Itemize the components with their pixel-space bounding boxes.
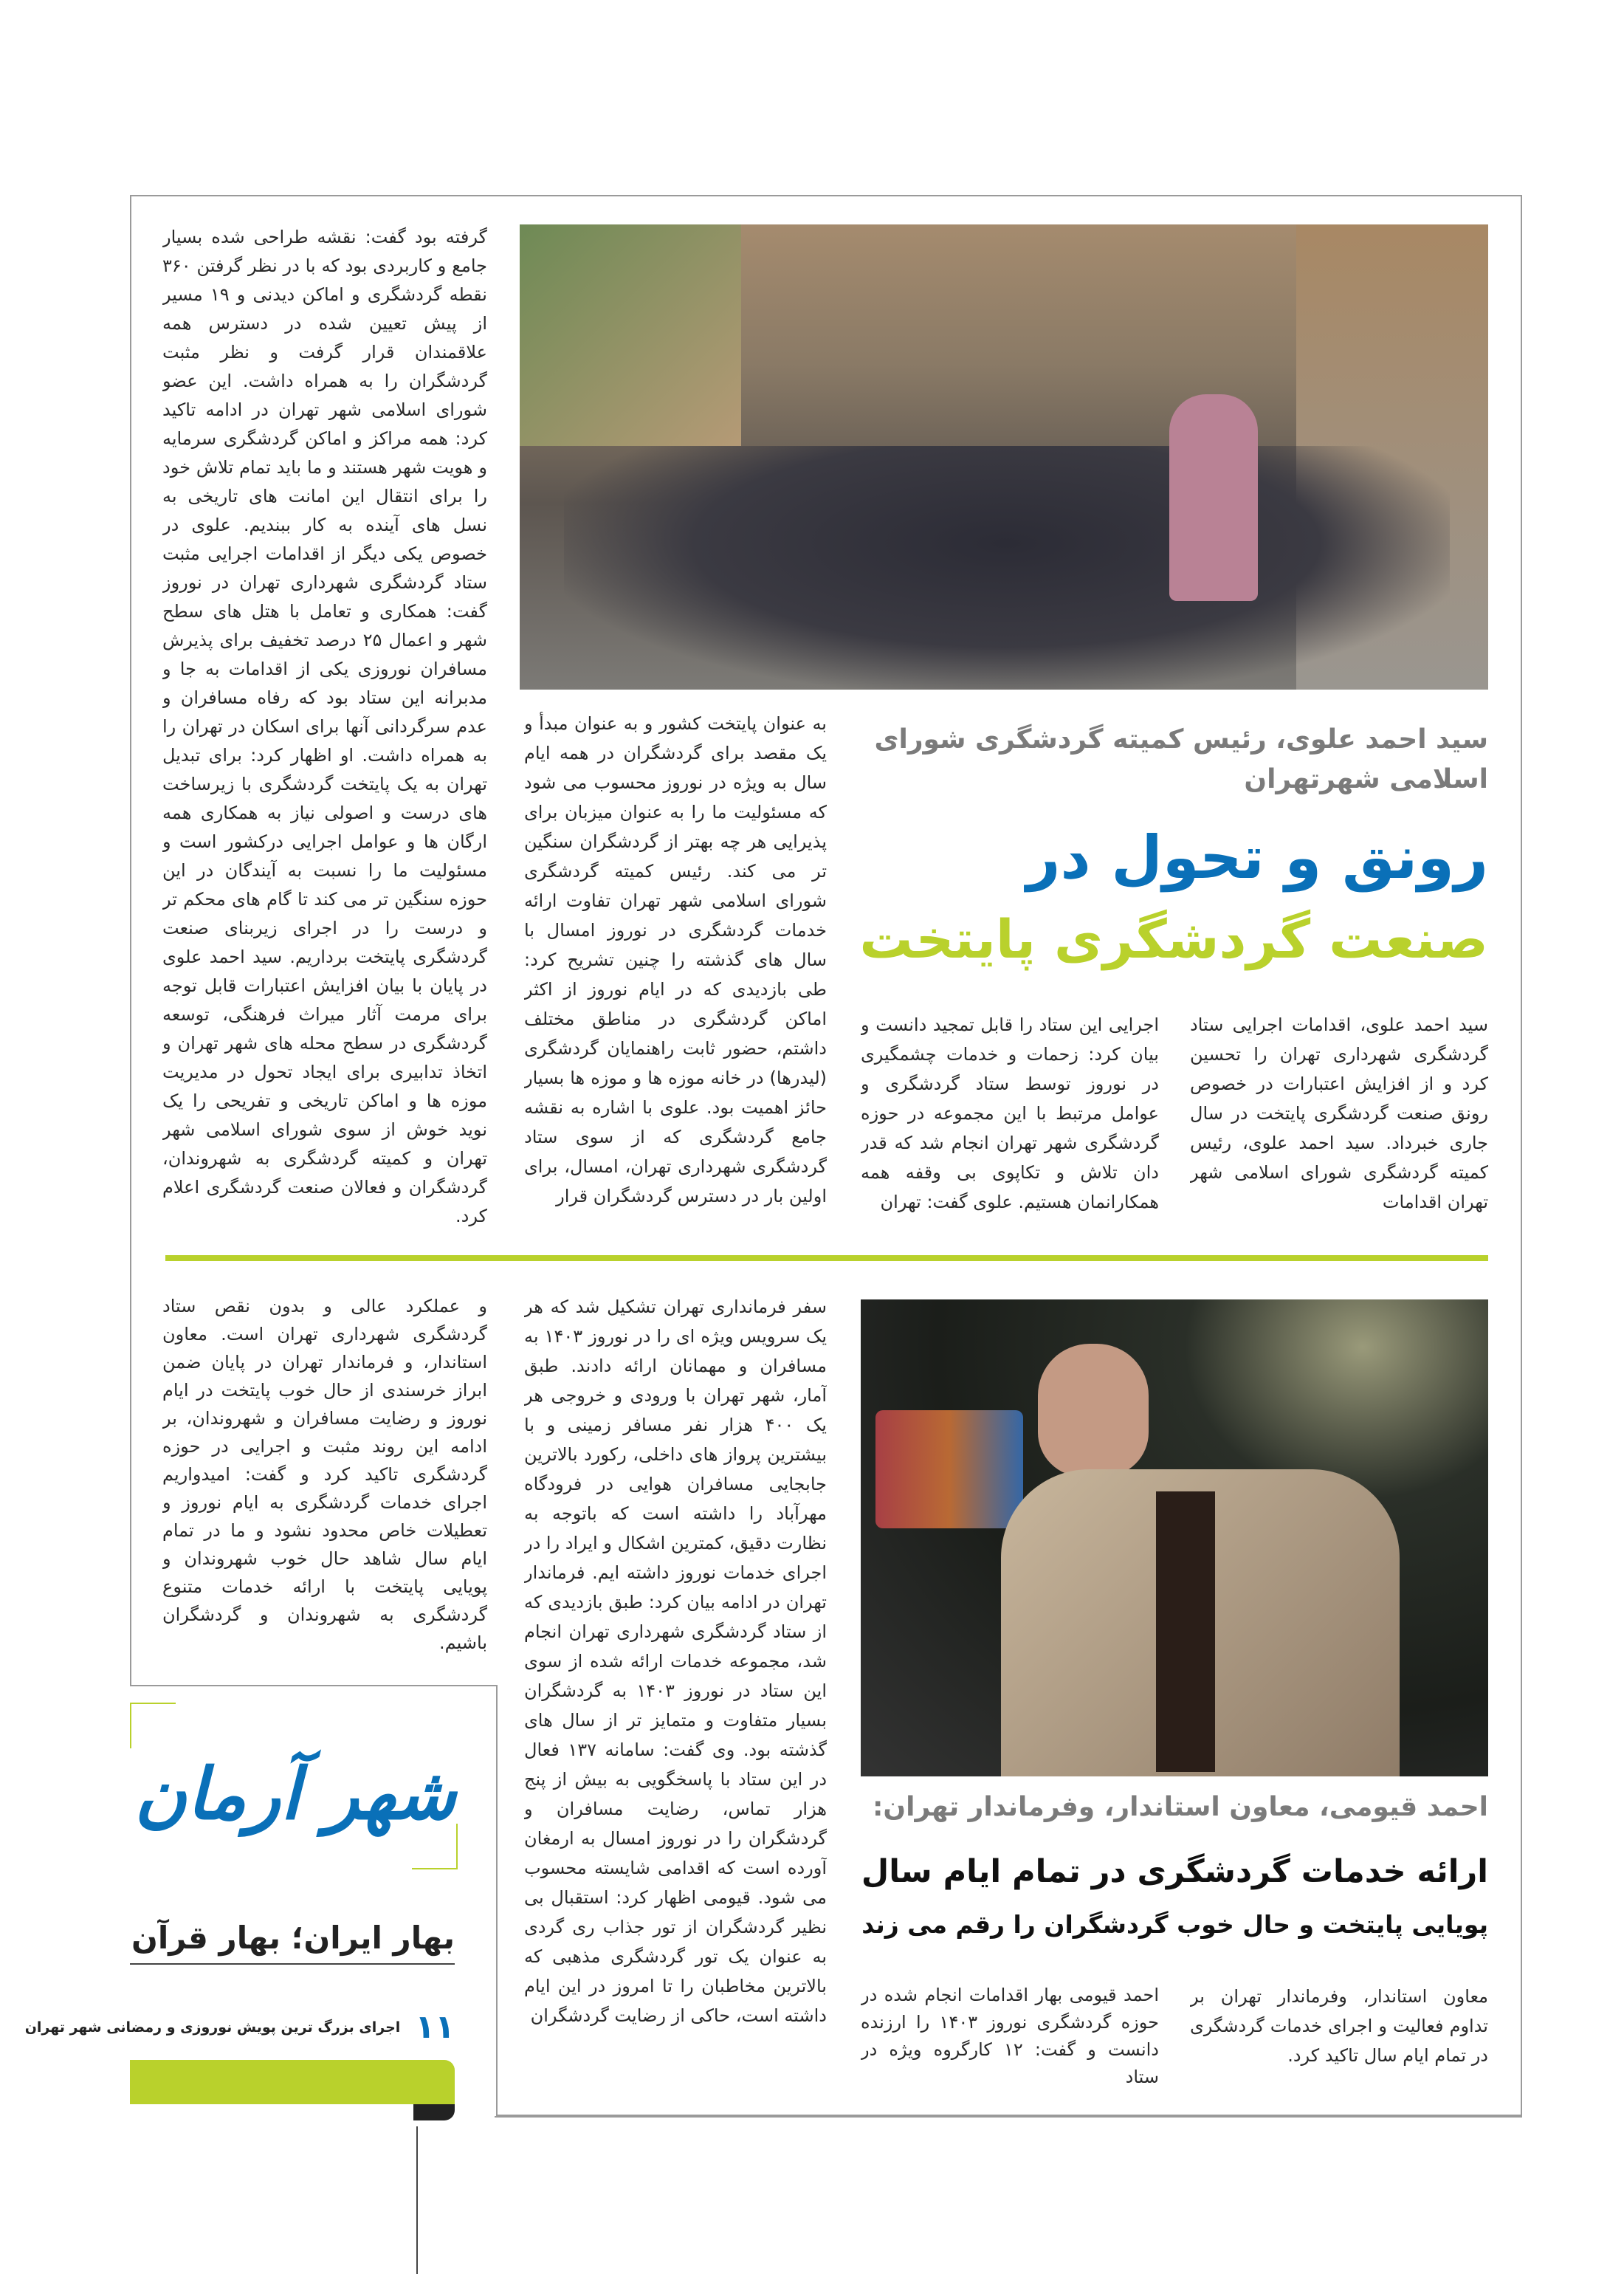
section-title: اجرای بزرگ ترین پویش نوروزی و رمضانی شهر تهران xyxy=(24,2019,401,2036)
article2-column-2: احمد قیومی بهار اقدامات انجام شده در حوزه گردشگری نوروز ۱۴۰۳ را ارزنده دانست و گفت: ۱۲ کارگروه ویژه در ستاد xyxy=(861,1985,1159,2087)
section-bar-green xyxy=(130,2060,455,2104)
frame-bottom-left-line xyxy=(130,1685,498,1686)
page-number: ۱۱ xyxy=(415,2008,455,2046)
article2-kicker: احمد قیومی، معاون استاندار، وفرماندار تهران: xyxy=(872,1792,1488,1822)
magazine-logo: شهر آرمان xyxy=(134,1752,456,1835)
article1-column-3: به عنوان پایتخت کشور و به عنوان مبدأ و یک مقصد برای گردشگران در همه ایام سال به ویژه در نوروز محسوب می شود که مسئولیت ما را به عنوان میزبان برای پذیرایی هر چه بهتر از گردشگران سنگین تر می کند. رئیس کمیته گردشگری شورای اسلامی شهر تهران تفاوت ارائه خدمات گردشگری در نوروز امسال با سال های گذشته را چنین تشریح کرد: طی بازدیدی که در ایام نوروز از اکثر اماکن گردشگری در مناطق مختلف داشتم، حضور ثابت راهنمایان گردشگری (لیدرها) در خانه موزه ها و موزه ها بسیار حائز اهمیت بود. علوی با اشاره به نقشه جامع گردشگری که از سوی ستاد گردشگری شهرداری تهران، امسال، برای اولین بار در دسترس گردشگران قرار xyxy=(524,713,827,1206)
article2-column-4: و عملکرد عالی و بدون نقص ستاد گردشگری شهرداری تهران است. معاون استاندار، و فرماندار تهران در پایان ضمن ابراز خرسندی از حال خوب پایتخت در ایام نوروز و رضایت مسافران و شهروندان، بر ادامه این روند مثبت و اجرایی در حوزه گردشگری تاکید کرد و گفت: امیدواریم اجرای خدمات گردشگری به ایام نوروز و تعطیلات خاص محدود نشود و ما در تمام ایام سال شاهد حال خوب شهروندان و پویایی پایتخت با ارائه خدمات متنوع گردشگری به شهروندان و گردشگران باشیم. xyxy=(162,1296,487,1653)
article1-column-2: اجرایی این ستاد را قابل تمجید دانست و بیان کرد: زحمات و خدمات چشمگیری در نوروز توسط ستاد گردشگری و عوامل مرتبط با این مجموعه در حوزه گردشگری شهر تهران انجام شد که قدر دان تلاش و تکاپوی بی وقفه همه همکارانمان هستیم. علوی گفت: تهران xyxy=(861,1014,1159,1212)
frame-vert xyxy=(496,1686,498,2116)
article2-column-1: معاون استاندار، وفرماندار تهران بر تداوم فعالیت و اجرای خدمات گردشگری در تمام ایام سال تاکید کرد. xyxy=(1190,1986,1488,2066)
sidebar-rule xyxy=(416,2126,418,2274)
portrait-photo xyxy=(861,1299,1488,1776)
article2-title-line2: پویایی پایتخت و حال خوب گردشگران را رقم می زند xyxy=(861,1910,1488,1939)
tagline: بهار ایران؛ بهار قرآن xyxy=(130,1916,455,1965)
article1-kicker: سید احمد علوی، رئیس کمیته گردشگری شورای اسلامی شهرتهران xyxy=(874,724,1488,794)
section-divider xyxy=(165,1255,1488,1261)
article2-title-line1: ارائه خدمات گردشگری در تمام ایام سال xyxy=(861,1853,1488,1890)
group-photo xyxy=(520,224,1488,690)
frame-left-edge xyxy=(130,195,131,1686)
article1-title-line2: صنعت گردشگری پایتخت xyxy=(859,908,1488,970)
section-bar-black xyxy=(413,2104,455,2120)
article1-column-1: سید احمد علوی، اقدامات اجرایی ستاد گردشگری شهرداری تهران را تحسین کرد و از افزایش اعتبارات در خصوص رونق صنعت گردشگری پایتخت در سال جاری خبرداد. سید احمد علوی، رئیس کمیته گردشگری شورای اسلامی شهر تهران اقدامات xyxy=(1190,1014,1488,1212)
article1-column-4: گرفته بود گفت: نقشه طراحی شده بسیار جامع و کاربردی بود که با در نظر گرفتن ۳۶۰ نقطه گردشگری و اماکن دیدنی و ۱۹ مسیر از پیش تعیین شده در دسترس همه علاقمندان قرار گرفت و نظر مثبت گردشگران را به همراه داشت. این عضو شورای اسلامی شهر تهران در ادامه تاکید کرد: همه مراکز و اماکن گردشگری سرمایه و هویت شهر هستند و ما باید تمام تلاش خود را برای انتقال این امانت های تاریخی به نسل های آینده به کار ببندیم. علوی در خصوص یکی دیگر از اقدامات اجرایی مثبت ستاد گردشگری شهرداری تهران در نوروز گفت: همکاری و تعامل با هتل های سطح شهر و اعمال ۲۵ درصد تخفیف برای پذیرش مسافران نوروزی یکی از اقدامات به جا و مدبرانه این ستاد بود که رفاه مسافران و عدم سرگردانی آنها برای اسکان در تهران را به همراه داشت. او اظهار کرد: برای تبدیل تهران به یک پایتخت گردشگری با زیرساخت های درست و اصولی نیاز به همکاری همه ارگان ها و عوامل اجرایی درکشور است و مسئولیت ما را نسبت به آیندگان در این حوزه سنگین تر می کند تا گام های محکم تر و درست را در اجرای زیربنای صنعت گردشگری پایتخت برداریم. سید احمد علوی در پایان با بیان افزایش اعتبارات قابل توجه برای مرمت آثار میراث فرهنگی، توسعه گردشگری در سطح محله های شهر تهران و اتخاذ تدابیری برای ایجاد تحول در مدیریت موزه ها و اماکن تاریخی و تفریحی را یک نوید خوش از سوی شورای اسلامی شهر تهران و کمیته گردشگری به شهروندان، گردشگران و فعالان صنعت گردشگری اعلام کرد. xyxy=(162,227,487,1226)
section-row xyxy=(24,2008,455,2046)
article1-title-line1: رونق و تحول در xyxy=(1026,823,1488,892)
frame-bottom-edge xyxy=(496,2115,1522,2116)
article2-column-3: سفر فرمانداری تهران تشکیل شد که هر یک سرویس ویژه ای را در نوروز ۱۴۰۳ به مسافران و مهمانان ارائه دادند. طبق آمار، شهر تهران با ورودی و خروجی هر یک ۴۰۰ هزار نفر مسافر زمینی و با بیشترین پرواز های داخلی، رکورد بالاترین جابجایی مسافران هوایی در فرودگاه مهرآباد را داشته است که باتوجه به نظارت دقیق، کمترین اشکال و ایراد را در اجرای خدمات نوروز داشته ایم. فرماندار تهران در ادامه بیان کرد: طبق بازدیدی که از ستاد گردشگری شهرداری تهران انجام شد، مجموعه خدمات ارائه شده از سوی این ستاد در نوروز ۱۴۰۳ به گردشگران بسیار متفاوت و متمایز تر از سال های گذشته بود. وی گفت: سامانه ۱۳۷ فعال در این ستاد با پاسخگویی به بیش از پنج هزار تماس، رضایت مسافران و گردشگران را در نوروز امسال به ارمغان آورده است که اقدامی شایسته محسوب می شود. قیومی اظهار کرد: استقبال بی نظیر گردشگران از تور جذاب ری گردی به عنوان یک تور گردشگری مذهبی که بالاترین مخاطبان را تا امروز در این ایام داشته است، حاکی از رضایت گردشگران xyxy=(524,1297,827,2026)
